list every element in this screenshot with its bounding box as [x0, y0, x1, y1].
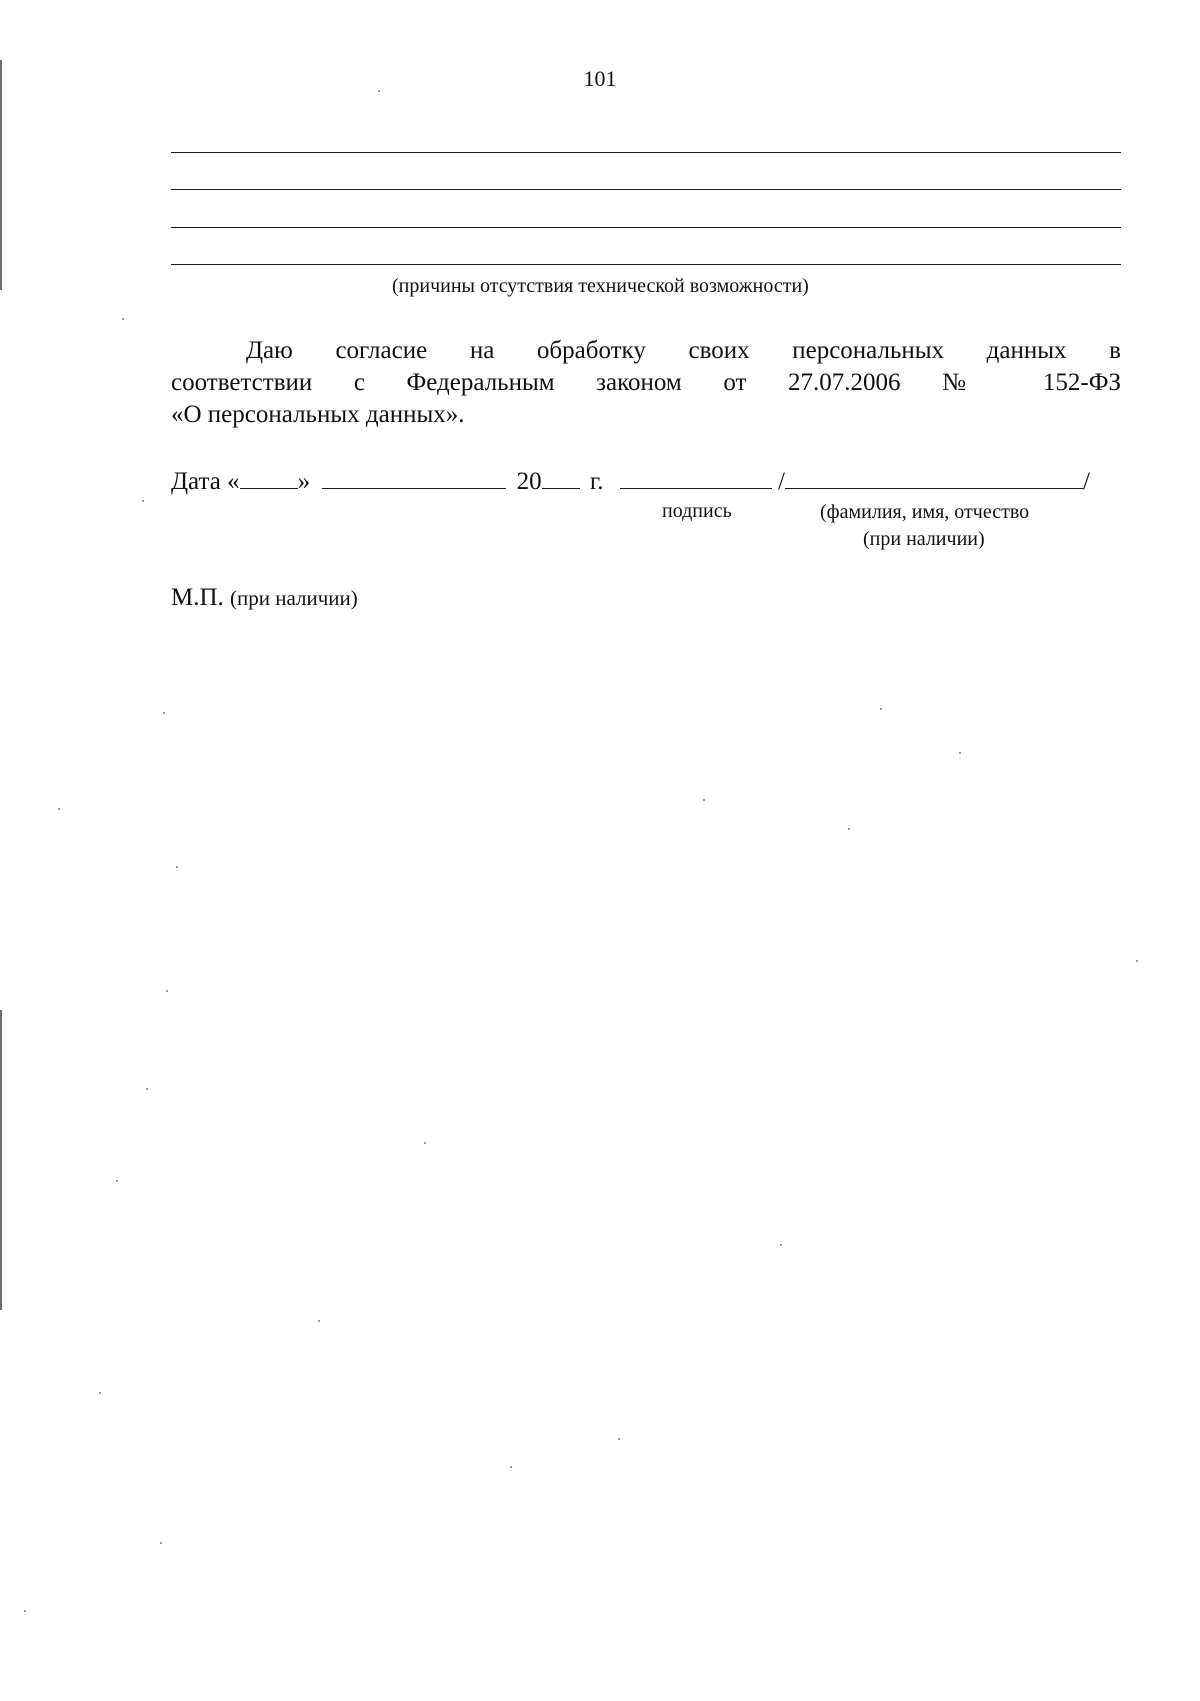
- signature-caption: подпись: [662, 500, 732, 522]
- stamp-note: (при наличии): [230, 586, 358, 610]
- stamp-place: [171, 584, 358, 612]
- scan-speck: [166, 990, 168, 992]
- blank-line-3: [171, 227, 1121, 228]
- month-blank: [322, 462, 506, 489]
- date-label: Дата «: [171, 468, 240, 495]
- scan-speck: [848, 828, 850, 830]
- scan-speck: [510, 1466, 512, 1468]
- consent-line-2: соответствии с Федеральным законом от 27.07.2006 № 152-ФЗ: [171, 369, 1121, 396]
- reason-caption: (причины отсутствия технической возможности): [392, 275, 809, 297]
- signature-blank: [620, 462, 772, 489]
- consent-line-3: «О персональных данных».: [171, 401, 465, 428]
- scan-speck: [116, 1180, 118, 1182]
- scan-speck: [146, 1088, 148, 1090]
- year-prefix: 20: [516, 468, 542, 495]
- scan-speck: [703, 799, 705, 801]
- day-blank: [240, 462, 298, 489]
- year-blank: [542, 462, 580, 489]
- blank-line-2: [171, 189, 1121, 190]
- scan-speck: [1136, 960, 1138, 962]
- scan-speck: [122, 318, 124, 320]
- scan-speck: [780, 1244, 782, 1246]
- scan-speck: [163, 712, 165, 714]
- scan-edge-bottom: [0, 1010, 2, 1310]
- scan-speck: [959, 752, 961, 754]
- consent-line-1: Даю согласие на обработку своих персональных данных в: [246, 337, 1121, 364]
- date-close-quote: »: [297, 468, 311, 495]
- blank-line-4: [171, 264, 1121, 265]
- name-caption-line-1: (фамилия, имя, отчество: [820, 501, 1030, 523]
- scan-edge-top: [0, 60, 2, 290]
- slash-end: /: [1082, 468, 1090, 495]
- scan-speck: [618, 1438, 620, 1440]
- scan-speck: [99, 1392, 101, 1394]
- page-number: 101: [583, 66, 617, 91]
- scan-speck: [318, 1320, 320, 1322]
- consent-paragraph: [171, 335, 1121, 431]
- name-caption-line-2: (при наличии): [863, 528, 985, 550]
- scan-speck: [58, 808, 60, 810]
- scan-speck: [424, 1142, 426, 1144]
- slash-separator: /: [778, 468, 785, 495]
- scan-speck: [880, 708, 882, 710]
- scan-speck: [24, 1610, 26, 1612]
- stamp-label: М.П.: [171, 584, 224, 611]
- scan-speck: [142, 500, 144, 502]
- scan-speck: [160, 1542, 162, 1544]
- scan-speck: [176, 866, 178, 868]
- date-row: [171, 462, 1090, 496]
- blank-line-1: [171, 152, 1121, 153]
- year-suffix: г.: [589, 468, 604, 495]
- full-name-blank: [785, 462, 1083, 489]
- scan-speck: [378, 90, 380, 92]
